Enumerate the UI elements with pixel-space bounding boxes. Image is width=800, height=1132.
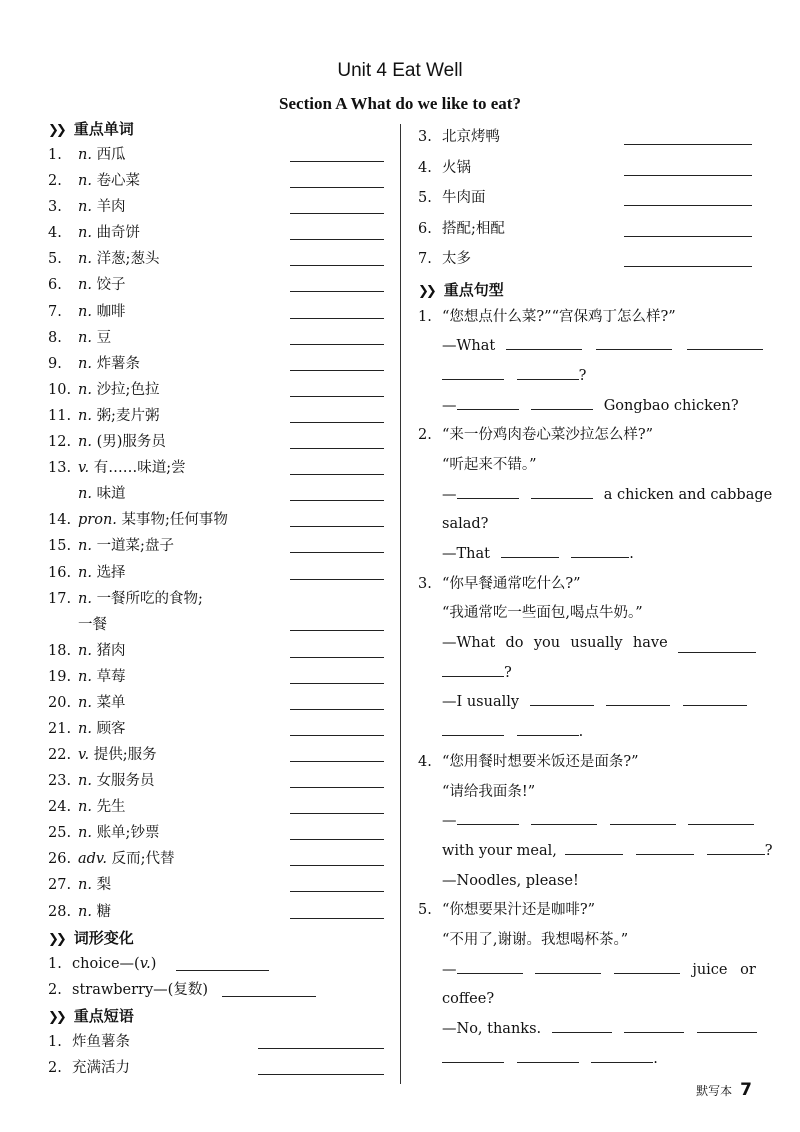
vocab-item — [48, 820, 388, 846]
vocab-item — [48, 533, 388, 559]
answer-line[interactable] — [290, 630, 384, 631]
item-number: 2. — [48, 1059, 62, 1076]
sentence-2-line-b: salad? — [442, 516, 489, 533]
answer-blank[interactable] — [614, 959, 680, 974]
meaning: 曲奇饼 — [96, 225, 141, 242]
answer-line[interactable] — [258, 1074, 384, 1075]
answer-line[interactable] — [222, 996, 316, 997]
answer-blank[interactable] — [517, 721, 579, 736]
part-of-speech: adv. — [78, 851, 108, 868]
sentence-3-line-a: —What do you usually have — [418, 629, 756, 659]
part-of-speech: n. — [78, 303, 92, 320]
vocab-item — [48, 194, 388, 220]
answer-line[interactable] — [624, 205, 752, 206]
double-chevron-icon: ❯❯ — [48, 123, 64, 138]
meaning: 咖啡 — [96, 303, 126, 320]
meaning: 账单;钞票 — [96, 825, 160, 842]
sentence-1-line-a: —What — [418, 332, 756, 362]
answer-line[interactable] — [290, 318, 384, 319]
answer-line[interactable] — [290, 344, 384, 345]
vocab-item — [48, 768, 388, 794]
sentence-3-line-d: . — [418, 718, 756, 748]
word-forms-heading: ❯❯ 词形变化 — [48, 928, 134, 947]
answer-blank[interactable] — [707, 840, 765, 855]
answer-line[interactable] — [176, 970, 269, 971]
answer-line[interactable] — [290, 265, 384, 266]
answer-line[interactable] — [624, 266, 752, 267]
vocab-item — [48, 220, 388, 246]
answer-blank[interactable] — [552, 1018, 612, 1033]
vocab-item — [48, 481, 388, 507]
column-divider — [400, 124, 401, 1084]
answer-blank[interactable] — [565, 840, 623, 855]
sentence-1-zh: 1. “您想点什么菜?”“宫保鸡丁怎么样?” — [418, 308, 676, 325]
meaning: 炸薯条 — [96, 355, 141, 372]
item-number: 12. — [48, 434, 72, 451]
phrases-heading: ❯❯ 重点短语 — [48, 1006, 134, 1025]
meaning: 草莓 — [96, 668, 126, 685]
part-of-speech: n. — [78, 773, 92, 790]
sentence-4-zh-reply: “请给我面条!” — [442, 783, 536, 800]
word-form-item: 1. choice—(v.) — [48, 951, 388, 977]
answer-blank[interactable] — [442, 365, 504, 380]
sentence-1-line-b: ? — [418, 362, 756, 392]
item-number: 25. — [48, 825, 72, 842]
sentences-heading: ❯❯ 重点句型 — [418, 280, 504, 299]
answer-blank[interactable] — [442, 721, 504, 736]
item-number: 4. — [48, 225, 62, 242]
item-number: 28. — [48, 903, 72, 920]
item-number: 15. — [48, 538, 72, 555]
part-of-speech: n. — [78, 877, 92, 894]
vocab-item — [48, 403, 388, 429]
answer-line[interactable] — [290, 161, 384, 162]
answer-blank[interactable] — [636, 840, 694, 855]
left-column — [48, 116, 388, 1081]
answer-blank[interactable] — [535, 959, 601, 974]
meaning: 女服务员 — [96, 773, 155, 790]
answer-blank[interactable] — [457, 395, 519, 410]
part-of-speech: n. — [78, 668, 92, 685]
item-number: 7. — [418, 251, 432, 267]
meaning: 顾客 — [96, 720, 126, 737]
sentence-4-line-a: — — [418, 807, 756, 837]
answer-line[interactable] — [290, 500, 384, 501]
phrases-list-right — [418, 122, 756, 275]
part-of-speech: n. — [78, 538, 92, 555]
answer-line[interactable] — [290, 552, 384, 553]
sentence-2-line-a: — a chicken and cabbage — [418, 481, 756, 511]
answer-line[interactable] — [290, 239, 384, 240]
double-chevron-icon: ❯❯ — [48, 1009, 64, 1025]
meaning: 粥;麦片粥 — [96, 407, 160, 424]
phrase-text: 搭配;相配 — [442, 220, 505, 237]
answer-line[interactable] — [290, 422, 384, 423]
answer-line[interactable] — [290, 683, 384, 684]
answer-line[interactable] — [290, 918, 384, 919]
phrase-item — [418, 122, 756, 153]
phrase-item — [418, 244, 756, 275]
phrase-item — [48, 1029, 388, 1055]
part-of-speech: n. — [78, 173, 92, 190]
answer-line[interactable] — [290, 370, 384, 371]
vocab-item — [48, 429, 388, 455]
vocab-item — [48, 455, 388, 481]
sentence-3-line-b: ? — [418, 659, 756, 689]
answer-line[interactable] — [290, 291, 384, 292]
meaning: 某事物;任何事物 — [121, 512, 228, 529]
meaning: 糖 — [96, 903, 112, 920]
answer-blank[interactable] — [442, 662, 504, 677]
answer-line[interactable] — [290, 213, 384, 214]
item-number: 9. — [48, 355, 62, 372]
sentence-2-zh: 2. “来一份鸡肉卷心菜沙拉怎么样?” — [418, 427, 654, 444]
sentence-5-line-d: . — [418, 1045, 756, 1075]
answer-blank[interactable] — [501, 543, 559, 558]
phrase-text: 火锅 — [442, 159, 471, 176]
sentence-3-zh-reply: “我通常吃一些面包,喝点牛奶。” — [442, 605, 643, 622]
answer-line[interactable] — [624, 144, 752, 145]
vocab-item — [48, 377, 388, 403]
vocab-item — [48, 272, 388, 298]
vocab-list — [48, 142, 388, 925]
answer-blank[interactable] — [683, 691, 747, 706]
answer-blank[interactable] — [442, 1048, 504, 1063]
item-number: 18. — [48, 642, 72, 659]
answer-blank[interactable] — [596, 335, 672, 350]
answer-blank[interactable] — [688, 810, 754, 825]
part-of-speech: n. — [78, 199, 92, 216]
word-form-item: 2. strawberry—(复数) — [48, 977, 388, 1003]
answer-blank[interactable] — [531, 395, 593, 410]
answer-blank[interactable] — [591, 1048, 653, 1063]
meaning: 菜单 — [96, 694, 126, 711]
vocab-item — [48, 560, 388, 586]
phrase-item — [48, 1055, 388, 1081]
vocab-item — [48, 246, 388, 272]
vocab-item — [48, 586, 388, 638]
answer-line[interactable] — [290, 813, 384, 814]
vocab-item — [48, 690, 388, 716]
meaning: 有……味道;尝 — [93, 460, 186, 477]
sentence-5-zh: 5. “你想要果汁还是咖啡?” — [418, 902, 596, 919]
item-number: 20. — [48, 694, 72, 711]
unit-title: Unit 4 Eat Well — [337, 60, 463, 81]
phrases-list-left — [48, 1029, 388, 1081]
item-number: 17. — [48, 590, 72, 607]
part-of-speech: n. — [78, 381, 92, 398]
vocab-item — [48, 142, 388, 168]
answer-line[interactable] — [290, 187, 384, 188]
answer-line[interactable] — [290, 787, 384, 788]
vocab-item — [48, 664, 388, 690]
meaning: 反而;代替 — [111, 851, 175, 868]
sentence-3-line-c: —I usually — [418, 688, 756, 718]
meaning: (男)服务员 — [96, 434, 166, 451]
item-number: 1. — [48, 147, 62, 163]
item-number: 5. — [418, 190, 432, 206]
item-number: 6. — [48, 277, 62, 294]
answer-blank[interactable] — [531, 484, 593, 499]
item-number: 22. — [48, 746, 72, 763]
meaning: 卷心菜 — [96, 173, 141, 190]
item-number: 1. — [48, 1033, 62, 1050]
vocab-heading: ❯❯ 重点单词 — [48, 120, 134, 138]
answer-blank[interactable] — [687, 335, 763, 350]
item-number: 14. — [48, 512, 72, 529]
answer-blank[interactable] — [517, 1048, 579, 1063]
answer-blank[interactable] — [530, 691, 594, 706]
vocab-item — [48, 899, 388, 925]
answer-blank[interactable] — [531, 810, 597, 825]
sentence-5-zh-reply: “不用了,谢谢。我想喝杯茶。” — [442, 931, 629, 948]
phrase-text: 北京烤鸭 — [442, 129, 500, 145]
meaning: 先生 — [96, 799, 126, 816]
meaning: 梨 — [96, 877, 112, 894]
meaning: 豆 — [96, 329, 112, 346]
answer-line[interactable] — [290, 579, 384, 580]
page-number: 7 — [740, 1080, 752, 1100]
answer-line[interactable] — [290, 396, 384, 397]
part-of-speech: n. — [78, 825, 92, 842]
phrase-item — [418, 183, 756, 214]
part-of-speech: n. — [78, 720, 92, 737]
item-number: 7. — [48, 303, 62, 320]
answer-blank[interactable] — [610, 810, 676, 825]
answer-line[interactable] — [258, 1048, 384, 1049]
sentence-1-line-c: — Gongbao chicken? — [418, 392, 756, 422]
item-number: 24. — [48, 799, 72, 816]
section-title: Section A What do we like to eat? — [279, 94, 521, 113]
part-of-speech: n. — [78, 277, 92, 294]
meaning: 沙拉;色拉 — [96, 381, 160, 398]
part-of-speech: v. — [78, 460, 90, 477]
page-footer — [696, 1080, 752, 1100]
double-chevron-icon: ❯❯ — [48, 931, 64, 947]
answer-blank[interactable] — [571, 543, 629, 558]
answer-line[interactable] — [624, 236, 752, 237]
item-number: 13. — [48, 460, 72, 477]
vocab-item — [48, 168, 388, 194]
part-of-speech: v. — [78, 746, 90, 763]
item-number: 3. — [48, 199, 62, 216]
vocab-item — [48, 742, 388, 768]
sentence-4-line-c: —Noodles, please! — [442, 872, 579, 889]
meaning: 一道菜;盘子 — [96, 538, 174, 555]
part-of-speech: n. — [78, 407, 92, 424]
vocab-item — [48, 299, 388, 325]
vocab-item — [48, 794, 388, 820]
answer-line[interactable] — [290, 865, 384, 866]
part-of-speech: n. — [78, 799, 92, 816]
answer-blank[interactable] — [457, 484, 519, 499]
answer-blank[interactable] — [457, 959, 523, 974]
vocab-item — [48, 846, 388, 872]
answer-line[interactable] — [290, 709, 384, 710]
answer-line[interactable] — [290, 474, 384, 475]
vocab-item — [48, 507, 388, 533]
item-number: 4. — [418, 159, 432, 176]
item-number: 11. — [48, 407, 72, 424]
answer-blank[interactable] — [697, 1018, 757, 1033]
vocab-item — [48, 872, 388, 898]
part-of-speech: n. — [78, 355, 92, 372]
part-of-speech: n. — [78, 564, 92, 581]
vocab-item — [48, 351, 388, 377]
part-of-speech: n. — [78, 225, 92, 242]
meaning: 洋葱;葱头 — [96, 251, 160, 268]
phrase-text: 牛肉面 — [442, 190, 486, 206]
meaning-cont: 一餐 — [78, 616, 107, 633]
sentence-2-zh-reply: “听起来不错。” — [442, 456, 537, 473]
footer-label: 默写本 — [696, 1084, 733, 1098]
item-number: 23. — [48, 773, 72, 790]
answer-line[interactable] — [290, 761, 384, 762]
answer-blank[interactable] — [678, 638, 756, 653]
meaning: 羊肉 — [96, 199, 126, 216]
phrase-text: 太多 — [442, 251, 471, 267]
double-chevron-icon: ❯❯ — [418, 283, 434, 299]
sentence-4-line-b: with your meal, ? — [418, 837, 756, 867]
meaning: 猪肉 — [96, 642, 126, 659]
sentence-5-line-b: coffee? — [442, 991, 495, 1008]
meaning: 一餐所吃的食物; — [96, 590, 203, 607]
phrase-text: 炸鱼薯条 — [72, 1033, 130, 1050]
item-number: 27. — [48, 877, 72, 894]
phrase-item — [418, 214, 756, 245]
item-number: 3. — [418, 129, 432, 145]
answer-line[interactable] — [290, 526, 384, 527]
part-of-speech: pron. — [78, 512, 117, 529]
part-of-speech: n. — [78, 434, 92, 451]
answer-line[interactable] — [290, 735, 384, 736]
vocab-item — [48, 638, 388, 664]
item-number: 10. — [48, 381, 72, 398]
phrase-text: 充满活力 — [72, 1059, 130, 1076]
sentence-5-line-c: —No, thanks. — [418, 1015, 756, 1045]
item-number: 2. — [48, 173, 62, 190]
item-number: 8. — [48, 329, 62, 346]
vocab-item — [48, 716, 388, 742]
part-of-speech: n. — [78, 694, 92, 711]
right-column — [418, 116, 773, 1074]
meaning: 饺子 — [96, 277, 126, 294]
item-number: 6. — [418, 220, 432, 237]
sentence-4-zh: 4. “您用餐时想要米饭还是面条?” — [418, 753, 639, 770]
part-of-speech: n. — [78, 486, 92, 503]
meaning: 提供;服务 — [93, 746, 157, 763]
answer-line[interactable] — [290, 891, 384, 892]
part-of-speech: n. — [78, 147, 92, 163]
part-of-speech: n. — [78, 329, 92, 346]
part-of-speech: n. — [78, 590, 92, 607]
meaning: 味道 — [96, 486, 126, 503]
phrase-item — [418, 153, 756, 184]
item-number: 5. — [48, 251, 62, 268]
part-of-speech: n. — [78, 642, 92, 659]
sentence-3-zh: 3. “你早餐通常吃什么?” — [418, 575, 581, 592]
part-of-speech: n. — [78, 251, 92, 268]
answer-blank[interactable] — [606, 691, 670, 706]
answer-blank[interactable] — [457, 810, 519, 825]
part-of-speech: n. — [78, 903, 92, 920]
meaning: 选择 — [96, 564, 126, 581]
answer-blank[interactable] — [517, 365, 579, 380]
sentence-5-line-a: — juice or — [418, 956, 756, 986]
answer-blank[interactable] — [624, 1018, 684, 1033]
item-number: 16. — [48, 564, 72, 581]
answer-line[interactable] — [290, 448, 384, 449]
sentence-2-line-c: —That . — [418, 540, 756, 570]
vocab-item — [48, 325, 388, 351]
meaning: 西瓜 — [96, 147, 126, 163]
answer-blank[interactable] — [506, 335, 582, 350]
answer-line[interactable] — [290, 657, 384, 658]
item-number: 19. — [48, 668, 72, 685]
answer-line[interactable] — [290, 839, 384, 840]
answer-line[interactable] — [624, 175, 752, 176]
item-number: 21. — [48, 720, 72, 737]
item-number: 26. — [48, 851, 72, 868]
